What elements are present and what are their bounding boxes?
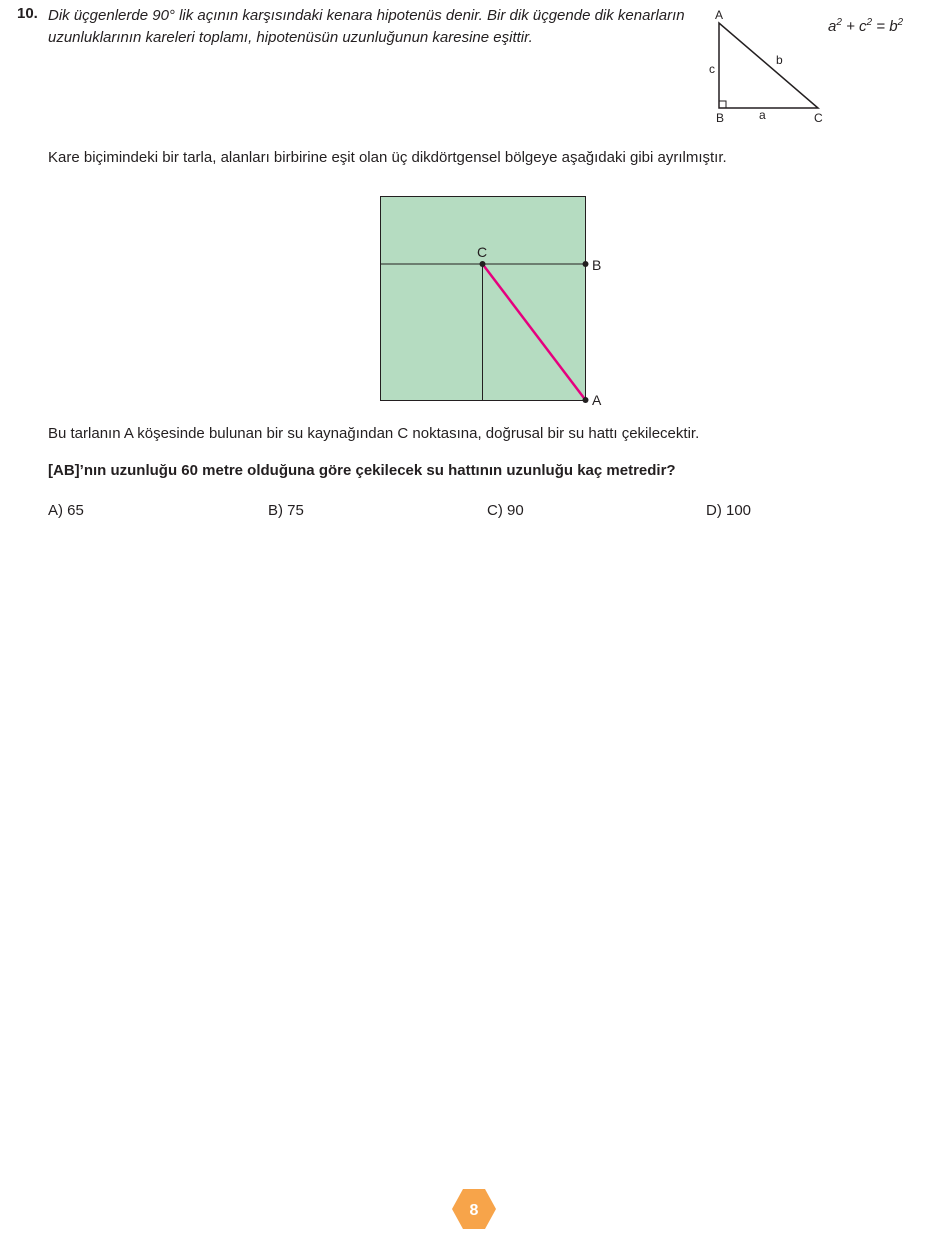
triangle-vertex-c: C (814, 111, 823, 125)
triangle-shape (719, 23, 818, 108)
formula-c: c (859, 18, 867, 35)
triangle-vertex-a: A (715, 8, 724, 22)
formula-b: b (889, 18, 898, 35)
page-number-badge (452, 1188, 496, 1230)
field-diagram (370, 186, 620, 412)
option-a[interactable]: A) 65 (48, 502, 84, 519)
right-triangle-diagram (700, 0, 840, 130)
formula-exp-b: 2 (897, 17, 904, 28)
option-d[interactable]: D) 100 (706, 502, 752, 519)
right-angle-mark (719, 101, 726, 108)
point-c-dot (480, 261, 486, 267)
formula-a: a (828, 18, 837, 35)
question-intro: Dik üçgenlerde 90° lik açının karşısındaki kenara hipotenüs denir. Bir dik üçgende dik kenarların uzunluklarının kareleri toplamı, hipotenüsün uzunluğunun karesine eşittir. (48, 7, 685, 46)
formula-exp-a: 2 (836, 17, 842, 28)
triangle-side-c: c (709, 62, 715, 76)
point-b-dot (583, 261, 589, 267)
question-number: 10. (17, 5, 38, 22)
field-label-b: B (592, 257, 602, 273)
formula-plus: + (841, 18, 860, 35)
option-c[interactable]: C) 90 (487, 502, 524, 519)
option-b[interactable]: B) 75 (268, 502, 304, 519)
question-prompt: [AB]’nın uzunluğu 60 metre olduğuna göre çekilecek su hattının uzunluğu kaç metredir? (48, 462, 676, 479)
triangle-side-a: a (759, 108, 766, 122)
field-label-a: A (592, 392, 602, 408)
point-a-dot (583, 397, 589, 403)
triangle-vertex-b: B (716, 111, 725, 125)
triangle-side-b: b (776, 53, 783, 67)
formula-equals: = (872, 18, 890, 35)
question-text-1: Kare biçimindeki bir tarla, alanları birbirine eşit olan üç dikdörtgensel bölgeye aşağıdaki gibi ayrılmıştır. (48, 149, 727, 166)
formula-exp-c: 2 (866, 17, 873, 28)
page-number: 8 (469, 1202, 479, 1219)
question-text-2: Bu tarlanın A köşesinde bulunan bir su kaynağından C noktasına, doğrusal bir su hattı çekilecektir. (48, 425, 700, 442)
field-label-c: C (477, 244, 488, 260)
